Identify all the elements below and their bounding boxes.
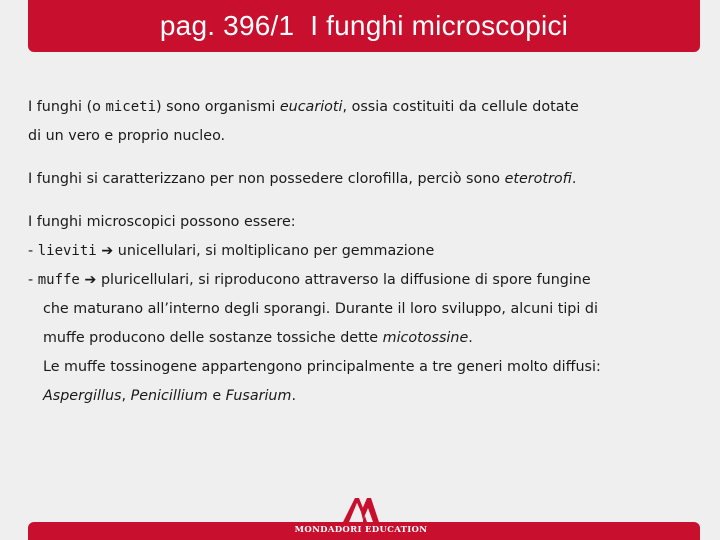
term-miceti: miceti: [105, 99, 157, 115]
muffe-line4: Le muffe tossinogene appartengono principalmente a tre generi molto diffusi:: [43, 359, 601, 375]
arrow-right-icon: ➔: [84, 272, 97, 288]
mondadori-m-icon: [341, 496, 381, 522]
term-lieviti: lieviti: [37, 243, 97, 259]
mondadori-logo: [290, 496, 432, 536]
paragraph-definition-line2: di un vero e proprio nucleo.: [28, 128, 226, 144]
title-bar: [28, 0, 700, 52]
muffe-line3: muffe producono delle sostanze tossiche dette micotossine.: [43, 330, 473, 346]
logo-text: MONDADORI EDUCATION: [294, 525, 428, 535]
paragraph-definition-line1: I funghi (o miceti) sono organismi eucarioti, ossia costituiti da cellule dotate: [28, 99, 579, 115]
content-body: [28, 93, 698, 411]
genus-aspergillus: Aspergillus: [43, 388, 122, 404]
paragraph-eterotrofi: I funghi si caratterizzano per non possedere clorofilla, perciò sono eterotrofi.: [28, 171, 577, 187]
genus-fusarium: Fusarium: [225, 388, 292, 404]
muffe-line5: Aspergillus, Penicillium e Fusarium.: [43, 388, 296, 404]
list-item-muffe: - muffe ➔ pluricellulari, si riproducono attraverso la diffusione di spore fungine: [28, 272, 591, 288]
genus-penicillium: Penicillium: [130, 388, 208, 404]
paragraph-intro: I funghi microscopici possono essere:: [28, 214, 296, 230]
muffe-line2: che maturano all’interno degli sporangi. Durante il loro sviluppo, alcuni tipi di: [43, 301, 598, 317]
page-title: pag. 396/1 I funghi microscopici: [159, 10, 569, 41]
term-muffe: muffe: [37, 272, 80, 288]
term-eucarioti: eucarioti: [279, 99, 343, 115]
term-micotossine: micotossine: [382, 330, 469, 346]
arrow-right-icon: ➔: [101, 243, 114, 259]
list-item-lieviti: - lieviti ➔ unicellulari, si moltiplicano per gemmazione: [28, 243, 435, 259]
term-eterotrofi: eterotrofi: [504, 171, 572, 187]
